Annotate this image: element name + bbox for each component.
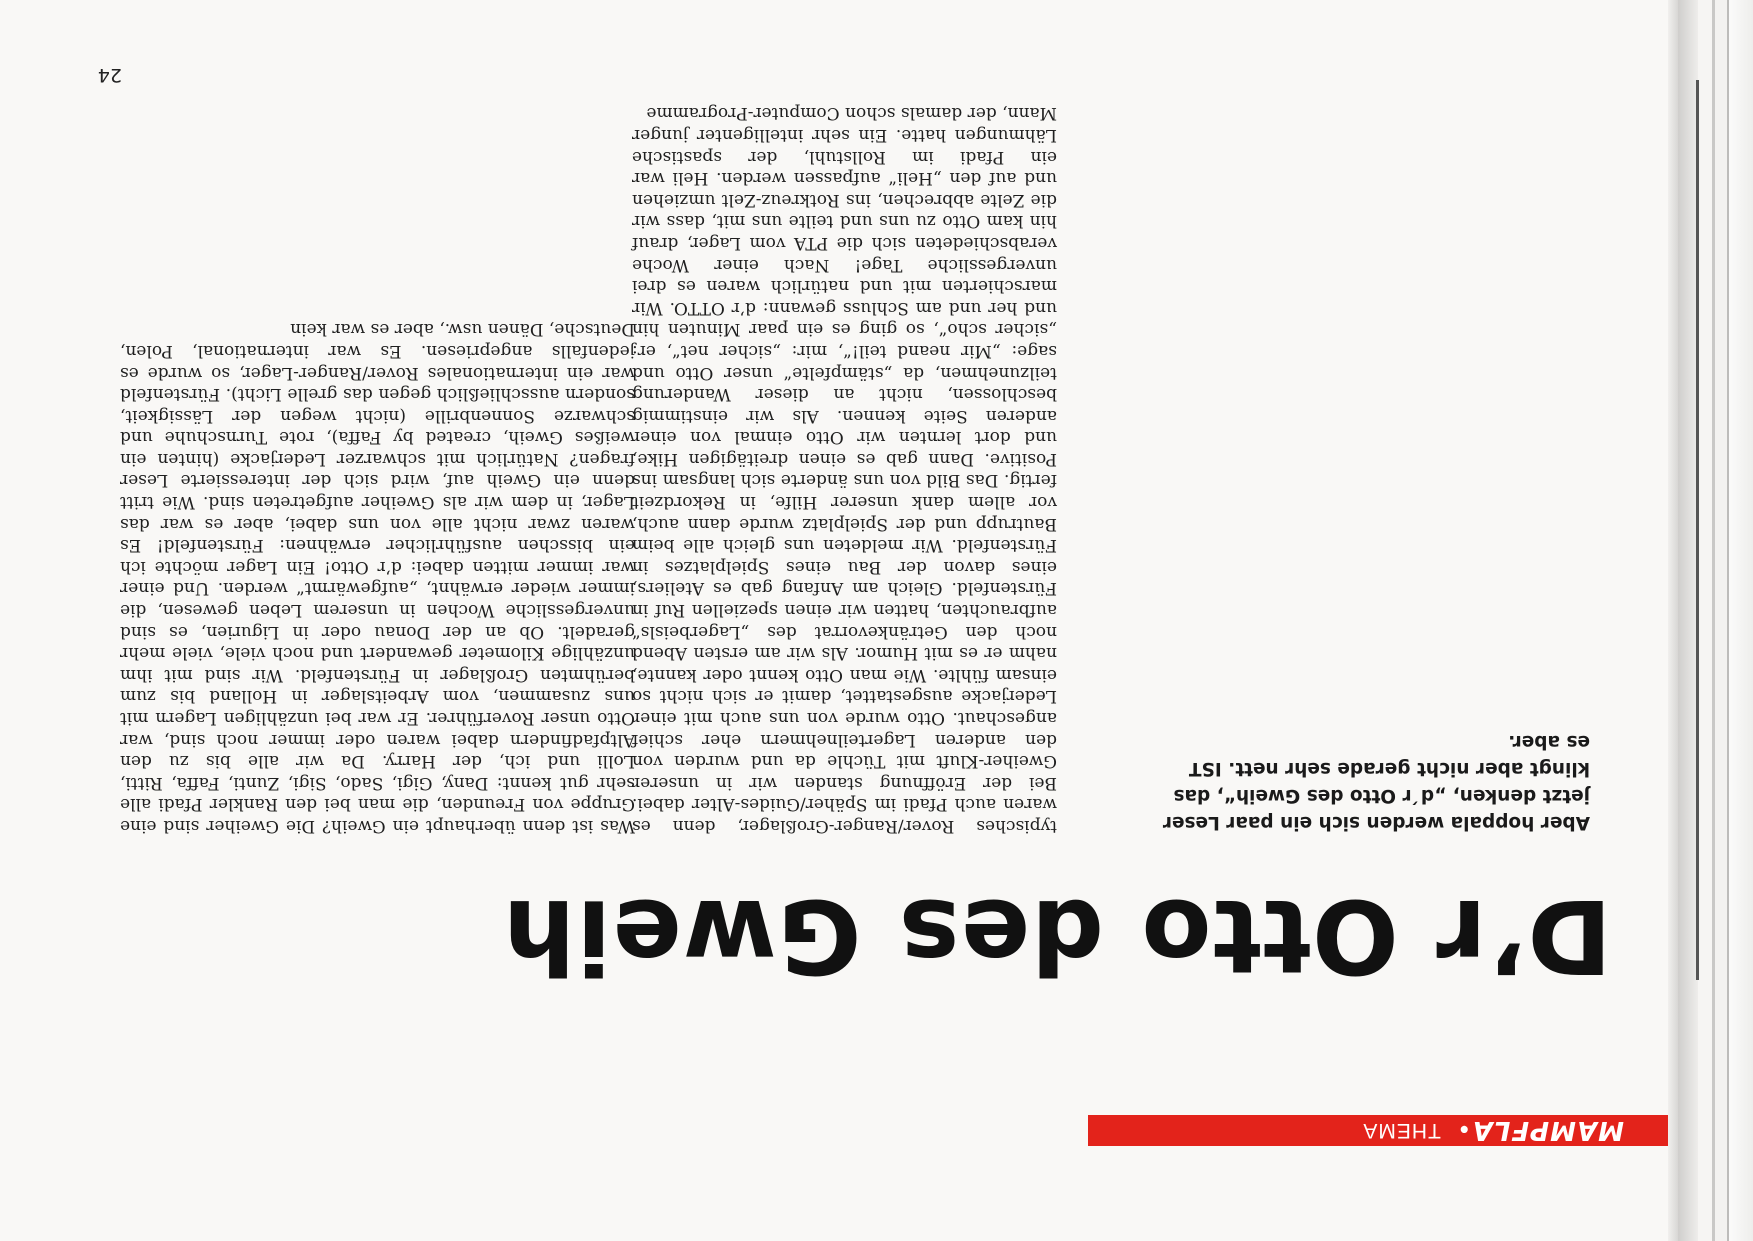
section-label: THEMA: [1362, 1119, 1441, 1143]
page-edge: [1729, 0, 1753, 1241]
page-edge: [1698, 0, 1712, 1241]
magazine-logo: MAMPFLA•: [1456, 1115, 1624, 1146]
article-lead: Aber hoppala werden sich ein paar Leser jetzt denken, „d´r Otto des Gweih“, das klingt aber nicht gerade sehr nett. IST es aber.: [1162, 731, 1590, 833]
page-edge-shadow: [1668, 0, 1678, 1241]
page-number: 24: [97, 64, 122, 86]
article-title: D’r Otto des Gweih: [501, 876, 1612, 995]
binding-shadow: [1696, 80, 1699, 980]
page-edge-shadow: [1678, 0, 1698, 1241]
page-edge: [1715, 0, 1727, 1241]
article-column-2: typisches Rover/Ranger-Großlager, denn es waren auch Pfadi im Späher/Guides-Alter dabei. Bei der Eröffnung standen wir in unserer Gweiher-Kluft mit Tüchle da und wurden von den anderen Lagerteilnehmern eher schief angeschaut. Otto wurde von uns auch mit einer Lederjacke ausgestattet, damit er sich nicht so einsam fühlte. Wie man Otto kennt oder kannte, nahm er es mit Humor. Als wir am ersten Abend noch den Getränkevorrat des „Lagerbeisls“ aufbrauchten, hatten wir einen speziellen Ruf in Fürstenfeld. Gleich am Anfang gab es Ateliers, eines davon der Bau eines Spielplatzes in Fürstenfeld. Wir meldeten uns gleich alle beim Bautrupp und der Spielplatz wurde dann auch, vor allem dank unserer Hilfe, in Rekordzeit fertig. Das Bild von uns änderte sich langsam ins Positive. Dann gab es einen dreitägigen Hike, und dort lernten wir Otto einmal von einer anderen Seite kennen. Als wir einstimmig beschlossen, nicht an dieser Wanderung teilzunehmen, da „stämpfelte“ unser Otto und sage: „Mir neand teil!“, mir: „sicher net“, er: „sicher scho“, so ging es ein paar Minuten hin und her und am Schluss gewann: d’r OTTO. Wir marschierten mit und natürlich waren es drei unvergessliche Tage! Nach einer Woche verabschiedeten sich die PTA vom Lager, drauf hin kam Otto zu uns und teilte uns mit, dass wir die Zelte abbrechen, ins Rotkreuz-Zelt umziehen und auf den „Heli“ aufpassen werden. Heli war ein Pfadi im Rollstuhl, der spastische Lähmungen hatte. Ein sehr intelligenter junger Mann, der damals schon Computer-Programme: [632, 103, 1057, 836]
section-header-bar: [1088, 1115, 1668, 1146]
article-column-1: Was ist denn überhaupt ein Gweih? Die Gweiher sind eine Gruppe von Freunden, die man bei den Rankler Pfadi alle sehr gut kennt: Dany, Gigi, Sado, Sigi, Zunti, Faffa, Ritti, Lolli und ich, der Harry. Da wir alle bis zu den Altpfadfindern dabei waren oder immer noch sind, war Otto unser Roverführer. Er war bei unzähligen Lagern mit uns zusammen, vom Arbeitslager in Holland bis zum berühmten Großlager in Fürstenfeld. Wir sind mit ihm unzählige Kilometer gewandert und noch viele, viele mehr geradelt. Ob an der Donau oder in Ligurien, es sind unvergessliche Wochen in unserem Leben gewesen, die immer wieder erwähnt, „aufgewärmt“ werden. Und einer war immer mitten dabei: d’r Otto! Ein Lager möchte ich ein bisschen ausführlicher erwähnen: Fürstenfeld! Es waren zwar nicht alle von uns dabei, aber es war das Lager, in dem wir als Gweiher aufgetreten sind. Wie tritt denn ein Gweih auf, wird sich der interessierte Leser fragen? Natürlich mit schwarzer Lederjacke (hinten ein weißes Gweih, created by Faffa), rote Turnschuhe und schwarze Sonnenbrille (nicht wegen der Lässigkeit, sondern ausschließlich gegen das grelle Licht). Fürstenfeld war ein internationales Rover/Ranger-Lager, so wurde es jedenfalls angepriesen. Es war international, Polen, Deutsche, Dänen usw., aber es war kein: [120, 319, 635, 836]
